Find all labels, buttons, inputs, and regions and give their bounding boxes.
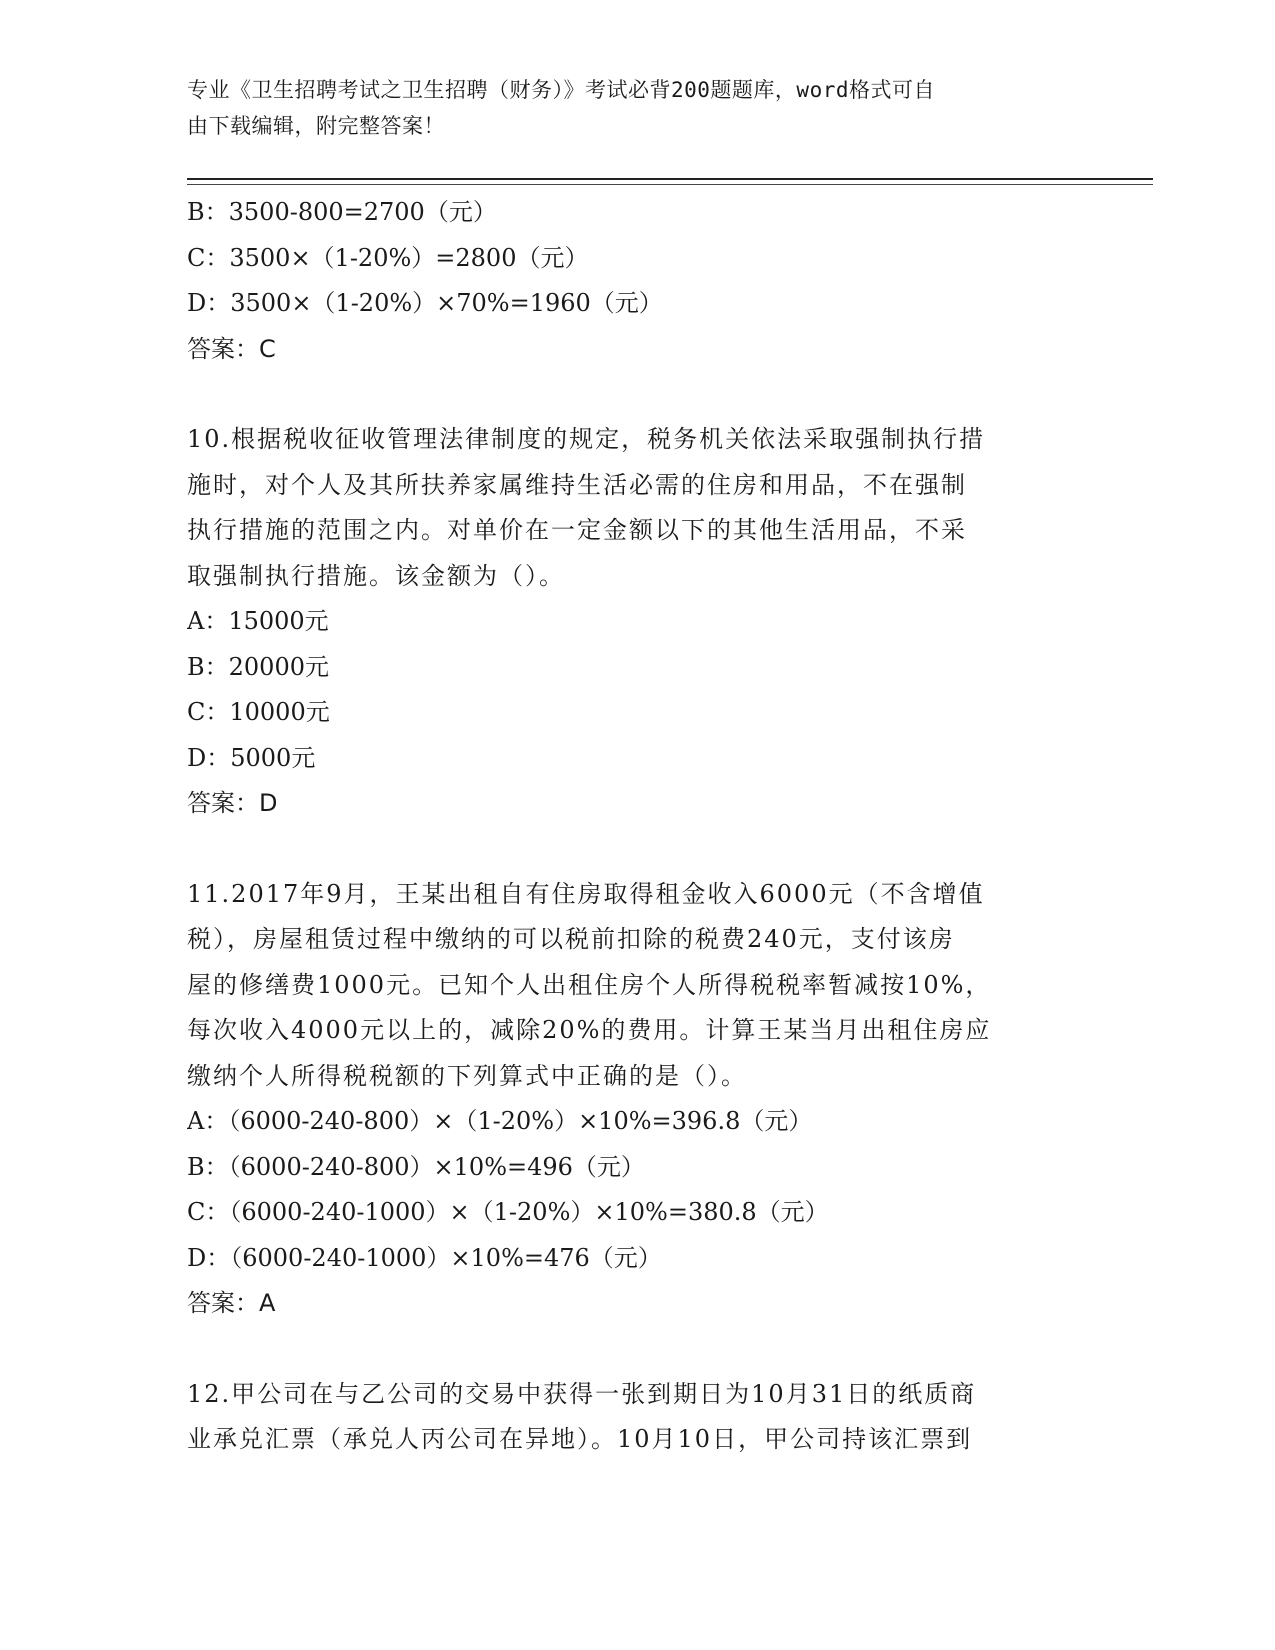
- spacer: [187, 1327, 1087, 1372]
- answer-line: 答案：C: [187, 334, 276, 363]
- option-b: B：20000元: [187, 652, 329, 681]
- question-text-line: 10.根据税收征收管理法律制度的规定，税务机关依法采取强制执行措: [187, 425, 986, 453]
- document-body: [187, 190, 1087, 1463]
- header-line-2: 由下载编辑，附完整答案！: [187, 114, 445, 138]
- option-c: C：10000元: [187, 698, 330, 726]
- question-12: [187, 1372, 1087, 1463]
- option-a: A：15000元: [187, 607, 329, 635]
- header-divider-thick: [187, 178, 1153, 180]
- spacer: [187, 372, 1087, 417]
- question-text-line: 每次收入4000元以上的，减除20%的费用。计算王某当月出租住房应: [187, 1016, 992, 1044]
- document-header: [187, 72, 1067, 144]
- question-10: [187, 417, 1087, 827]
- question-text-line: 11.2017年9月，王某出租自有住房取得租金收入6000元（不含增值: [187, 879, 985, 908]
- header-line-1: 专业《卫生招聘考试之卫生招聘（财务）》考试必背200题题库，word格式可自: [187, 78, 935, 102]
- option-a: A：（6000-240-800）×（1-20%）×10%=396.8（元）: [187, 1107, 813, 1135]
- question-11: [187, 872, 1087, 1327]
- question-text-line: 缴纳个人所得税税额的下列算式中正确的是（）。: [187, 1061, 747, 1090]
- option-b: B：3500-800=2700（元）: [187, 198, 497, 226]
- header-divider-thin: [187, 184, 1153, 185]
- question-text-line: 施时，对个人及其所扶养家属维持生活必需的住房和用品，不在强制: [187, 470, 967, 499]
- question-9-tail: [187, 190, 1087, 372]
- option-c: C：3500×（1-20%）=2800（元）: [187, 243, 589, 272]
- option-c: C：（6000-240-1000）×（1-20%）×10%=380.8（元）: [187, 1198, 829, 1226]
- spacer: [187, 827, 1087, 872]
- question-text-line: 取强制执行措施。该金额为（）。: [187, 561, 565, 590]
- option-d: D：（6000-240-1000）×10%=476（元）: [187, 1243, 662, 1272]
- option-d: D：3500×（1-20%）×70%=1960（元）: [187, 289, 663, 317]
- question-text-line: 业承兑汇票（承兑人丙公司在异地）。10月10日，甲公司持该汇票到: [187, 1425, 973, 1453]
- option-d: D：5000元: [187, 743, 316, 772]
- question-text-line: 12.甲公司在与乙公司的交易中获得一张到期日为10月31日的纸质商: [187, 1379, 977, 1408]
- question-text-line: 屋的修缮费1000元。已知个人出租住房个人所得税税率暂减按10%，: [187, 970, 992, 999]
- answer-line: 答案：A: [187, 1289, 276, 1317]
- answer-line: 答案：D: [187, 789, 278, 817]
- question-text-line: 执行措施的范围之内。对单价在一定金额以下的其他生活用品，不采: [187, 516, 967, 544]
- question-text-line: 税），房屋租赁过程中缴纳的可以税前扣除的税费240元，支付该房: [187, 925, 955, 953]
- option-b: B：（6000-240-800）×10%=496（元）: [187, 1152, 645, 1181]
